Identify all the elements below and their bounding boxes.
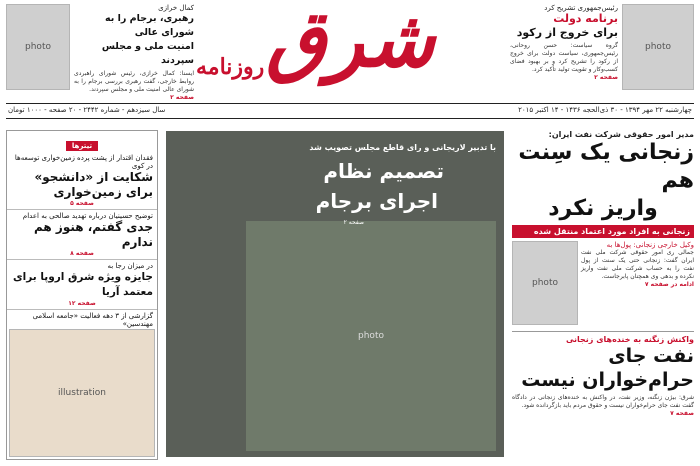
left-item-3 bbox=[7, 259, 157, 309]
left-item-3-title: جایزه ویژه شرق اروپا برای معتمد آریا bbox=[12, 271, 153, 298]
left-tag: تیترها bbox=[66, 141, 98, 151]
left-item-1-ref: صفحه ۵ bbox=[70, 200, 94, 207]
left-item-3-kicker: در میزان رجا به bbox=[107, 262, 153, 270]
right-title-2: واریز نکرد bbox=[548, 196, 658, 221]
caricature-illustration: illustration bbox=[9, 329, 155, 457]
right-sub-kicker: وکیل خارجی زنجانی: پول‌ها به bbox=[606, 241, 694, 249]
lead-photo: photo bbox=[246, 221, 496, 451]
right-column bbox=[512, 130, 694, 460]
right-red-band: زنجانی به افراد مورد اعتماد منتقل شده bbox=[512, 225, 694, 238]
left-item-2-title: جدی گفتم، هنوز هم ندارم bbox=[34, 220, 153, 249]
teaser-left-page-ref: صفحه ۲ bbox=[170, 94, 194, 101]
left-column bbox=[6, 130, 158, 460]
zanjani-photo: photo bbox=[512, 241, 578, 325]
teaser-right-title-2: برای خروج از رکود bbox=[516, 26, 618, 39]
left-item-2-ref: صفحه ۸ bbox=[70, 250, 94, 257]
dateline-date: چهارشنبه ۲۲ مهر ۱۳۹۴ - ۳۰ ذی‌الحجه ۱۴۳۶ - ۱۴ اکتبر ۲۰۱۵ bbox=[518, 106, 692, 114]
left-item-1-title-a: شکایت از «دانشجو» bbox=[34, 170, 153, 184]
right-kicker-2: واکنش زنگنه به خنده‌های زنجانی bbox=[565, 335, 694, 344]
teaser-right-kicker: رئیس‌جمهوری تشریح کرد bbox=[544, 4, 618, 12]
left-item-2-kicker: توضیح حسینیان درباره تهدید صالحی به اعدام bbox=[22, 212, 153, 220]
left-item-3-ref: صفحه ۱۲ bbox=[68, 300, 96, 307]
right-page-ref: ادامه در صفحه ۷ bbox=[644, 281, 694, 288]
right-body: جمالی ری امور حقوقی شرکت ملی نفت ایران گفت: زنجانی حتی یک سنت از پول نفت را به حساب شرکت ملی نفت واریز نکرده و بدهی وی همچنان پابرجاست. bbox=[581, 249, 694, 280]
header-rule-2 bbox=[6, 118, 694, 119]
center-page-ref: صفحه ۲ bbox=[343, 219, 364, 226]
center-photo bbox=[166, 131, 504, 457]
right-page-ref-2: صفحه ۷ bbox=[670, 410, 694, 417]
left-item-4-kicker: گزارشی از ۳ دهه فعالیت «جامعه اسلامی مهندسین» bbox=[32, 312, 153, 328]
teaser-right-page-ref: صفحه ۲ bbox=[594, 74, 618, 81]
teaser-left-kicker: کمال خرازی bbox=[158, 4, 194, 12]
logo-sub: روزنامه bbox=[196, 54, 265, 80]
teaser-right-body: گروه سیاست: حسن روحانی، رئیس‌جمهوری، سیاست دولت برای خروج از رکود را تشریح کرد و بر بهبود فضای کسب‌وکار و تقویت تولید تأکید کرد. bbox=[510, 42, 618, 73]
teaser-left-title-2: امنیت ملی و مجلس سپردند bbox=[101, 41, 194, 66]
left-item-1 bbox=[7, 152, 157, 209]
right-kicker: مدیر امور حقوقی شرکت نفت ایران: bbox=[548, 130, 694, 139]
right-title2-2: حرام‌خواران نیست bbox=[521, 369, 694, 391]
logo-main: شرق bbox=[266, 0, 435, 85]
center-kicker: با تدبیر لاریجانی و رای قاطع مجلس تصویب شد bbox=[309, 143, 496, 152]
teaser-left bbox=[74, 4, 194, 100]
teaser-left-body: ایسنا: کمال خرازی، رئیس شورای راهبردی روابط خارجی، گفت رهبری بررسی برجام را به شورای عالی امنیت ملی و مجلس سپردند. bbox=[74, 70, 194, 93]
right-body-2: شرق: بیژن زنگنه، وزیر نفت، در واکنش به خنده‌های زنجانی در دادگاه گفت نفت جای حرام‌خواران نیست و حقوق مردم باید بازگردانده شود. bbox=[512, 394, 694, 409]
center-title-2: اجرای برجام bbox=[315, 189, 438, 213]
right-title2-1: نفت جای bbox=[608, 345, 694, 367]
header-rule bbox=[6, 103, 694, 104]
teaser-left-title-1: رهبری، برجام را به شورای عالی bbox=[105, 13, 194, 38]
left-item-2 bbox=[7, 209, 157, 259]
teaser-right-title-1: برنامه دولت bbox=[553, 12, 618, 25]
kharrazi-photo: photo bbox=[6, 4, 70, 90]
center-title-1: تصمیم نظام bbox=[323, 159, 444, 183]
rouhani-photo: photo bbox=[622, 4, 694, 90]
right-title-1: زنجانی یک سِنت هم bbox=[518, 140, 694, 193]
dateline-issue: سال سیزدهم - شماره ۲۴۴۲ - ۲۰ صفحه - ۱۰۰۰ تومان bbox=[8, 106, 166, 114]
left-item-1-kicker: فقدان اقتدار از پشت پرده زمین‌خواری توسعه‌ها در کوی bbox=[14, 154, 153, 170]
teaser-right bbox=[510, 4, 618, 100]
masthead-logo bbox=[196, 2, 500, 98]
left-item-1-title-b: برای زمین‌خواری bbox=[53, 185, 153, 199]
